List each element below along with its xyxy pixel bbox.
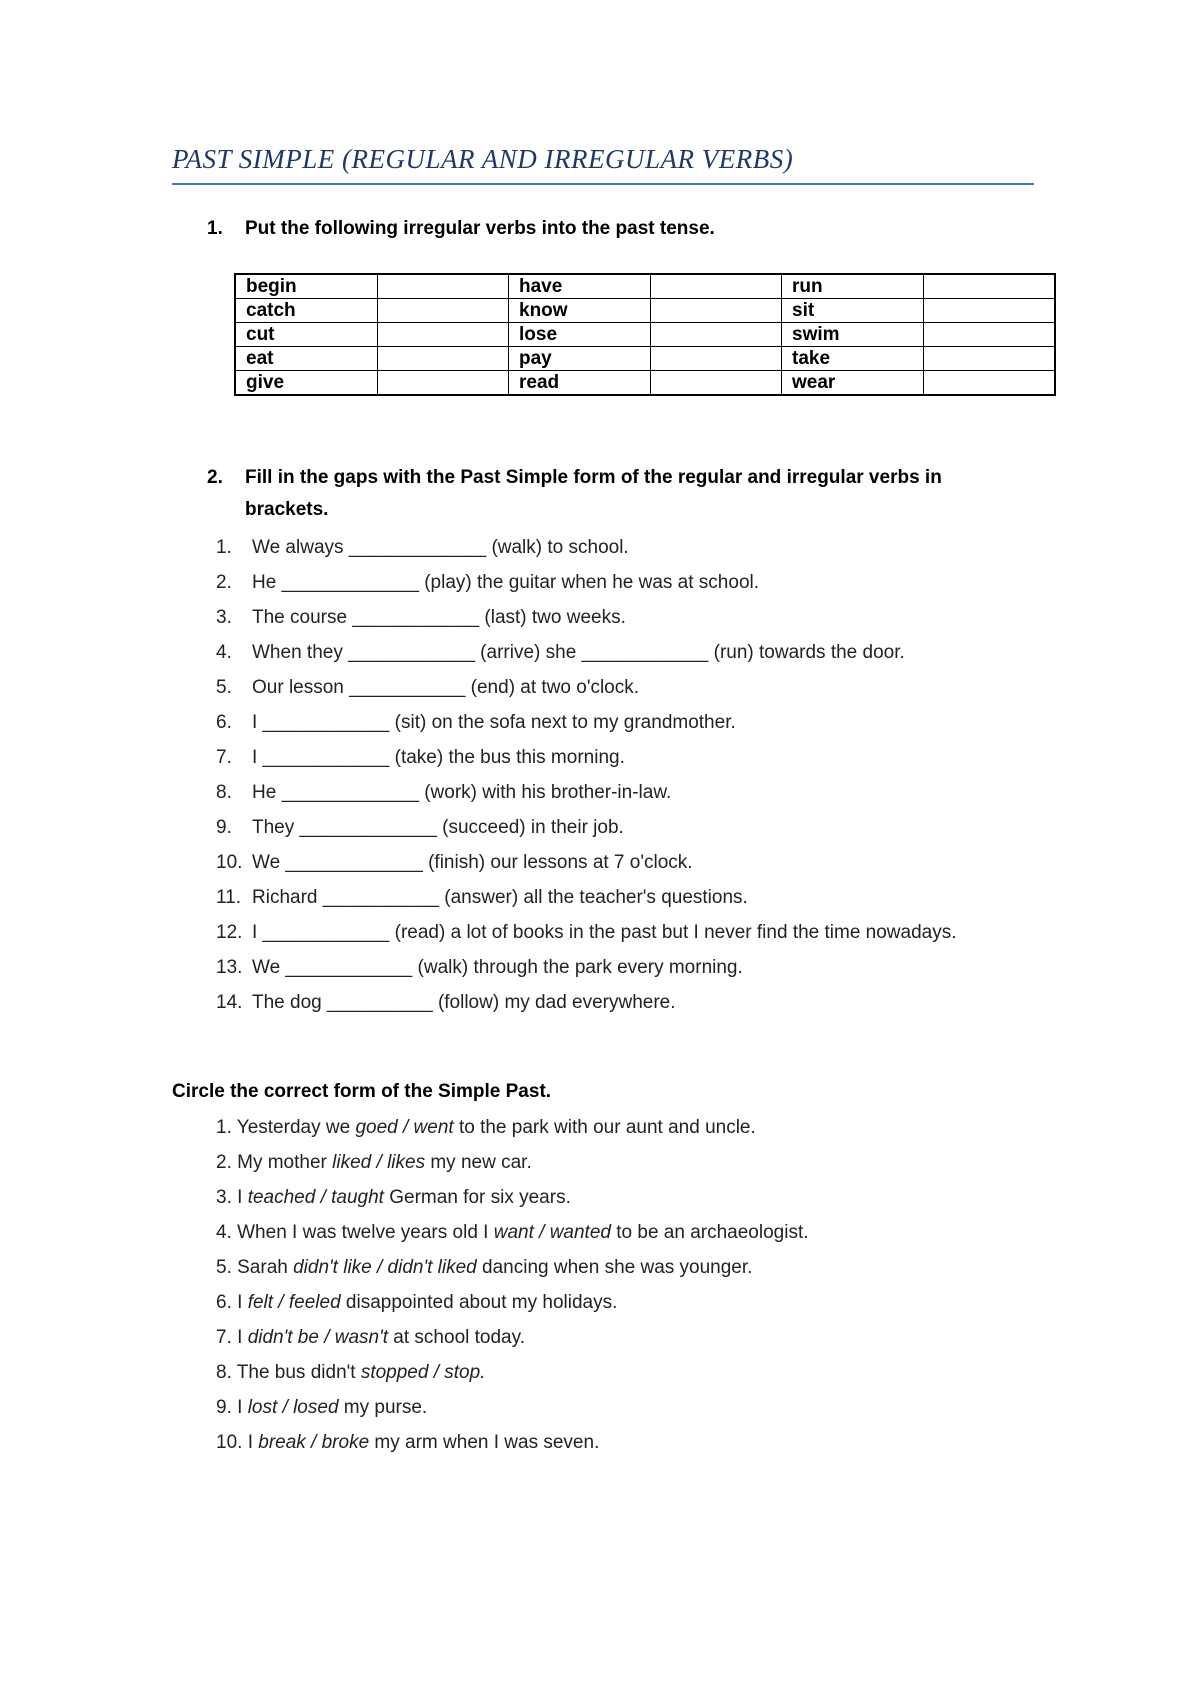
item-sentence: He _____________ (play) the guitar when he was at school.	[252, 572, 760, 593]
verb-cell: cut	[235, 323, 378, 347]
verb-cell: wear	[782, 371, 924, 396]
sentence-start: 10. I	[216, 1432, 259, 1453]
circle-choice-item	[216, 1355, 809, 1390]
gap-fill-item	[216, 635, 957, 670]
verb-cell: catch	[235, 299, 378, 323]
answer-options[interactable]: goed / went	[355, 1117, 454, 1138]
sentence-end: dancing when she was younger.	[476, 1257, 753, 1278]
item-sentence: When they ____________ (arrive) she ____________ (run) towards the door.	[252, 642, 905, 663]
answer-options[interactable]: teached / taught	[247, 1187, 384, 1208]
item-number: 1.	[216, 537, 232, 558]
exercise1-number: 1.	[207, 218, 223, 239]
answer-cell[interactable]	[651, 299, 782, 323]
item-sentence: I ____________ (read) a lot of books in the past but I never find the time nowadays.	[252, 922, 957, 943]
answer-options[interactable]: liked / likes	[332, 1152, 426, 1173]
item-number: 7.	[216, 747, 232, 768]
item-sentence: He _____________ (work) with his brother-in-law.	[252, 782, 672, 803]
answer-cell[interactable]	[651, 347, 782, 371]
verb-table-row	[235, 347, 1055, 371]
sentence-start: 7. I	[216, 1327, 248, 1348]
exercise2-number: 2.	[207, 467, 223, 488]
item-number: 10.	[216, 852, 243, 873]
sentence-start: 3. I	[216, 1187, 248, 1208]
circle-choice-item	[216, 1110, 809, 1145]
item-number: 14.	[216, 992, 243, 1013]
item-sentence: We always _____________ (walk) to school.	[252, 537, 629, 558]
gap-fill-item	[216, 530, 957, 565]
item-number: 8.	[216, 782, 232, 803]
gap-fill-item	[216, 880, 957, 915]
answer-options[interactable]: stopped / stop.	[360, 1362, 486, 1383]
exercise1-heading	[207, 213, 715, 245]
circle-choice-item	[216, 1425, 809, 1460]
verb-cell: read	[509, 371, 651, 396]
sentence-start: 4. When I was twelve years old I	[216, 1222, 494, 1243]
verb-cell: eat	[235, 347, 378, 371]
answer-options[interactable]: felt / feeled	[247, 1292, 341, 1313]
answer-cell[interactable]	[651, 323, 782, 347]
sentence-end: my arm when I was seven.	[369, 1432, 600, 1453]
answer-cell[interactable]	[924, 371, 1056, 396]
answer-cell[interactable]	[924, 274, 1056, 299]
verb-table-row	[235, 299, 1055, 323]
item-sentence: Richard ___________ (answer) all the teacher's questions.	[252, 887, 748, 908]
verb-cell: have	[509, 274, 651, 299]
item-number: 4.	[216, 642, 232, 663]
item-number: 9.	[216, 817, 232, 838]
circle-choice-list	[216, 1110, 809, 1460]
item-sentence: I ____________ (take) the bus this morning.	[252, 747, 625, 768]
answer-cell[interactable]	[378, 299, 509, 323]
verb-cell: know	[509, 299, 651, 323]
verb-table-row	[235, 371, 1055, 396]
page-title: PAST SIMPLE (REGULAR AND IRREGULAR VERBS)	[172, 144, 794, 174]
gap-fill-item	[216, 810, 957, 845]
answer-cell[interactable]	[378, 323, 509, 347]
sentence-start: 8. The bus didn't	[216, 1362, 361, 1383]
gap-fill-item	[216, 985, 957, 1020]
verb-cell: take	[782, 347, 924, 371]
sentence-end: to be an archaeologist.	[610, 1222, 809, 1243]
sentence-start: 5. Sarah	[216, 1257, 294, 1278]
verb-cell: give	[235, 371, 378, 396]
answer-options[interactable]: lost / losed	[247, 1397, 339, 1418]
gap-fill-item	[216, 775, 957, 810]
exercise1-instruction: Put the following irregular verbs into the past tense.	[245, 218, 715, 239]
item-number: 5.	[216, 677, 232, 698]
sentence-start: 6. I	[216, 1292, 248, 1313]
gap-fill-item	[216, 565, 957, 600]
verb-cell: begin	[235, 274, 378, 299]
item-number: 3.	[216, 607, 232, 628]
sentence-start: 9. I	[216, 1397, 248, 1418]
gap-fill-list	[216, 530, 957, 1020]
sentence-end: my new car.	[425, 1152, 532, 1173]
sentence-end: at school today.	[388, 1327, 525, 1348]
item-number: 6.	[216, 712, 232, 733]
circle-choice-item	[216, 1180, 809, 1215]
verb-cell: swim	[782, 323, 924, 347]
sentence-start: 2. My mother	[216, 1152, 333, 1173]
circle-choice-item	[216, 1215, 809, 1250]
gap-fill-item	[216, 670, 957, 705]
item-number: 2.	[216, 572, 232, 593]
answer-cell[interactable]	[378, 347, 509, 371]
verb-table-row	[235, 274, 1055, 299]
answer-options[interactable]: didn't be / wasn't	[247, 1327, 389, 1348]
gap-fill-item	[216, 705, 957, 740]
answer-cell[interactable]	[924, 299, 1056, 323]
circle-choice-item	[216, 1145, 809, 1180]
verb-table-row	[235, 323, 1055, 347]
sentence-end: German for six years.	[383, 1187, 571, 1208]
answer-cell[interactable]	[651, 371, 782, 396]
item-number: 13.	[216, 957, 243, 978]
sentence-end: my purse.	[338, 1397, 428, 1418]
answer-cell[interactable]	[924, 323, 1056, 347]
gap-fill-item	[216, 600, 957, 635]
item-sentence: We _____________ (finish) our lessons at 7 o'clock.	[252, 852, 693, 873]
answer-cell[interactable]	[378, 371, 509, 396]
answer-options[interactable]: didn't like / didn't liked	[293, 1257, 477, 1278]
item-number: 11.	[216, 887, 242, 908]
item-sentence: I ____________ (sit) on the sofa next to my grandmother.	[252, 712, 736, 733]
sentence-end: disappointed about my holidays.	[340, 1292, 618, 1313]
sentence-end: to the park with our aunt and uncle.	[453, 1117, 756, 1138]
answer-cell[interactable]	[651, 274, 782, 299]
verb-cell: sit	[782, 299, 924, 323]
exercise2-heading	[207, 462, 1027, 526]
exercise3-heading: Circle the correct form of the Simple Past.	[172, 1081, 552, 1102]
title-underline	[172, 183, 1034, 185]
answer-options[interactable]: want / wanted	[493, 1222, 611, 1243]
circle-choice-item	[216, 1390, 809, 1425]
item-sentence: We ____________ (walk) through the park every morning.	[252, 957, 743, 978]
item-number: 12.	[216, 922, 243, 943]
item-sentence: The dog __________ (follow) my dad everywhere.	[252, 992, 676, 1013]
verb-cell: lose	[509, 323, 651, 347]
sentence-start: 1. Yesterday we	[216, 1117, 356, 1138]
item-sentence: The course ____________ (last) two weeks.	[252, 607, 626, 628]
answer-cell[interactable]	[924, 347, 1056, 371]
circle-choice-item	[216, 1285, 809, 1320]
item-sentence: They _____________ (succeed) in their job.	[252, 817, 624, 838]
gap-fill-item	[216, 950, 957, 985]
circle-choice-item	[216, 1320, 809, 1355]
item-sentence: Our lesson ___________ (end) at two o'clock.	[252, 677, 640, 698]
gap-fill-item	[216, 915, 957, 950]
answer-options[interactable]: break / broke	[258, 1432, 370, 1453]
gap-fill-item	[216, 845, 957, 880]
answer-cell[interactable]	[378, 274, 509, 299]
gap-fill-item	[216, 740, 957, 775]
exercise2-instruction: Fill in the gaps with the Past Simple form of the regular and irregular verbs in brackets.	[245, 467, 942, 520]
verb-cell: pay	[509, 347, 651, 371]
verb-cell: run	[782, 274, 924, 299]
verb-table	[234, 273, 1056, 396]
circle-choice-item	[216, 1250, 809, 1285]
